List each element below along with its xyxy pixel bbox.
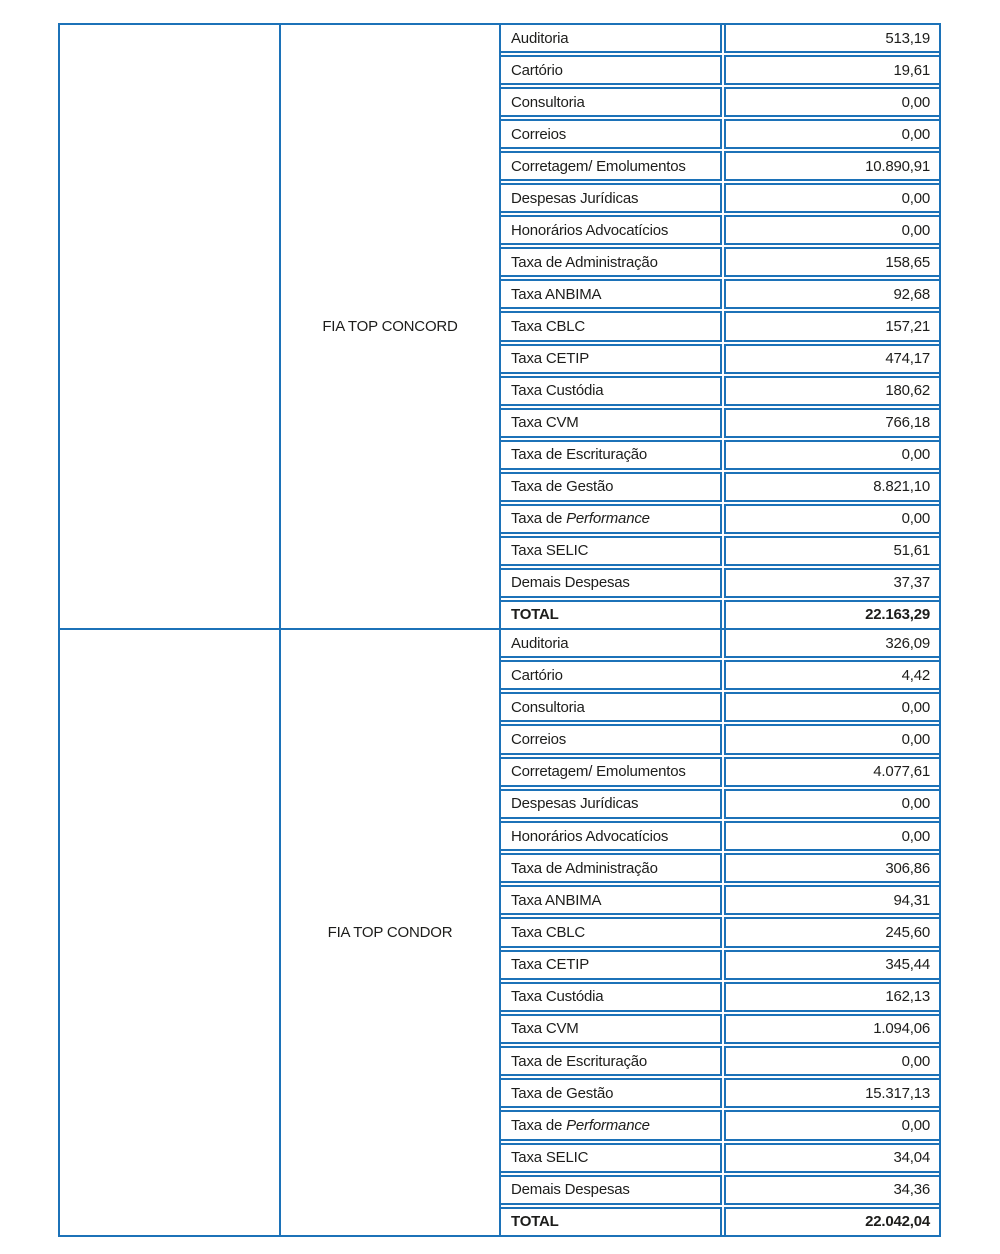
expenses-table [58,23,941,1237]
value-cell [724,504,941,534]
expense-value: 0,00 [901,1116,930,1134]
expense-value: 306,86 [885,859,930,877]
value-cell [724,344,941,374]
expense-label: Correios [511,125,567,143]
value-cell [724,151,941,181]
value-cell [724,1078,941,1108]
value-cell [724,87,941,117]
expense-label: Taxa CETIP [511,956,590,974]
expense-label: Cartório [511,61,563,79]
table-row [501,853,941,883]
table-row [501,1078,941,1108]
expense-cell [501,536,722,566]
table-row [501,660,941,690]
table-row [501,885,941,915]
expense-label: Despesas Jurídicas [511,189,639,207]
expense-value: 34,04 [893,1149,930,1167]
expense-label: Taxa CBLC [511,923,586,941]
table-row [501,55,941,85]
expense-value: 19,61 [893,61,930,79]
expense-label: Taxa de Gestão [511,478,614,496]
expense-value: 4,42 [901,666,930,684]
expense-cell [501,1110,722,1140]
expense-value: 34,36 [893,1181,930,1199]
expense-value: 0,00 [901,698,930,716]
expense-value: 0,00 [901,446,930,464]
expense-label: Taxa ANBIMA [511,891,602,909]
expense-value: 4.077,61 [873,763,930,781]
expense-cell [501,1046,722,1076]
expense-cell [501,440,722,470]
expense-value: 51,61 [893,542,930,560]
expense-label: Taxa CVM [511,1020,579,1038]
table-row [501,757,941,787]
expense-value: 326,09 [885,634,930,652]
expense-value: 0,00 [901,827,930,845]
expense-cell [501,344,722,374]
value-cell [724,440,941,470]
expense-cell [501,1014,722,1044]
expense-label: Taxa SELIC [511,1149,589,1167]
table-row [501,568,941,598]
expense-cell [501,821,722,851]
value-cell [724,568,941,598]
table-row [501,311,941,341]
expense-label: Auditoria [511,29,569,47]
value-cell [724,950,941,980]
expense-cell [501,885,722,915]
empty-cell [60,25,281,628]
table-row [501,1110,941,1140]
value-cell [724,628,941,658]
value-cell [724,853,941,883]
table-row [501,247,941,277]
expense-label: Taxa CBLC [511,317,586,335]
expense-label-italic: Performance [566,1116,650,1134]
expense-label: Consultoria [511,698,585,716]
table-row [501,376,941,406]
expense-label: Honorários Advocatícios [511,827,669,845]
value-cell [724,885,941,915]
value-cell [724,917,941,947]
table-row [501,917,941,947]
expense-cell [501,279,722,309]
value-cell [724,600,941,630]
expense-label: Taxa de Gestão [511,1084,614,1102]
expense-label: Taxa ANBIMA [511,285,602,303]
table-row [501,440,941,470]
expense-label: Taxa de Escrituração [511,446,648,464]
expense-value: 345,44 [885,956,930,974]
table-row [501,789,941,819]
expense-label: Taxa CVM [511,414,579,432]
expense-label: TOTAL [511,1213,559,1231]
expense-value: 0,00 [901,795,930,813]
expense-label: Demais Despesas [511,574,630,592]
table-row [501,472,941,502]
table-row [501,344,941,374]
value-cell [724,247,941,277]
expense-cell [501,376,722,406]
expense-label: Taxa CETIP [511,350,590,368]
expense-cell [501,1078,722,1108]
section-rows [501,23,941,630]
expense-label: Cartório [511,666,563,684]
expense-label: Taxa Custódia [511,382,604,400]
expense-cell [501,757,722,787]
expense-value: 0,00 [901,510,930,528]
expense-label: Corretagem/ Emolumentos [511,157,686,175]
expense-value: 94,31 [893,891,930,909]
expense-value: 1.094,06 [873,1020,930,1038]
value-cell [724,789,941,819]
expense-cell [501,917,722,947]
expense-label: Taxa SELIC [511,542,589,560]
expense-label: Demais Despesas [511,1181,630,1199]
expense-value: 245,60 [885,923,930,941]
table-row [501,1175,941,1205]
table-row [501,183,941,213]
fund-name: FIA TOP CONDOR [327,924,453,941]
expense-cell [501,692,722,722]
table-row [501,1046,941,1076]
expense-value: 0,00 [901,189,930,207]
empty-cell [60,630,281,1235]
value-cell [724,311,941,341]
expense-label: Consultoria [511,93,585,111]
value-cell [724,1175,941,1205]
value-cell [724,982,941,1012]
table-row [501,724,941,754]
value-cell [724,1014,941,1044]
table-row [501,408,941,438]
fund-cell [281,630,501,1235]
table-row [501,692,941,722]
value-cell [724,376,941,406]
table-row [501,600,941,630]
value-cell [724,279,941,309]
value-cell [724,660,941,690]
expense-cell [501,950,722,980]
expense-value: 162,13 [885,988,930,1006]
expense-value: 22.042,04 [865,1213,930,1231]
expense-cell [501,408,722,438]
expense-cell [501,660,722,690]
fund-name: FIA TOP CONCORD [322,318,458,335]
value-cell [724,55,941,85]
expense-value: 158,65 [885,253,930,271]
expense-cell [501,215,722,245]
value-cell [724,1207,941,1237]
expense-cell [501,1207,722,1237]
fund-section [58,23,941,630]
expense-value: 0,00 [901,221,930,239]
fund-cell [281,25,501,628]
value-cell [724,215,941,245]
expense-label: Taxa de [511,1116,567,1134]
table-row [501,628,941,658]
value-cell [724,821,941,851]
expense-label: Taxa de Administração [511,253,658,271]
expense-cell [501,789,722,819]
expense-label: Taxa de Administração [511,859,658,877]
expense-value: 10.890,91 [865,157,930,175]
expense-cell [501,87,722,117]
expense-cell [501,1175,722,1205]
table-row [501,23,941,53]
table-row [501,504,941,534]
expense-label: Despesas Jurídicas [511,795,639,813]
table-row [501,215,941,245]
value-cell [724,757,941,787]
expense-cell [501,982,722,1012]
value-cell [724,472,941,502]
expense-value: 766,18 [885,414,930,432]
value-cell [724,119,941,149]
expense-value: 8.821,10 [873,478,930,496]
table-row [501,1207,941,1237]
expense-value: 37,37 [893,574,930,592]
expense-label: Taxa Custódia [511,988,604,1006]
expense-value: 0,00 [901,93,930,111]
expense-label: Auditoria [511,634,569,652]
expense-cell [501,853,722,883]
expense-cell [501,23,722,53]
table-row [501,821,941,851]
expense-value: 15.317,13 [865,1084,930,1102]
value-cell [724,692,941,722]
value-cell [724,1110,941,1140]
expense-value: 0,00 [901,125,930,143]
expense-value: 513,19 [885,29,930,47]
table-row [501,950,941,980]
expense-cell [501,724,722,754]
table-row [501,1143,941,1173]
expense-value: 180,62 [885,382,930,400]
table-row [501,536,941,566]
expense-label-italic: Performance [566,510,650,528]
expense-label: Taxa de Escrituração [511,1052,648,1070]
value-cell [724,536,941,566]
expense-cell [501,311,722,341]
expense-value: 22.163,29 [865,606,930,624]
expense-cell [501,568,722,598]
expense-label: Taxa de [511,510,567,528]
table-row [501,1014,941,1044]
expense-value: 474,17 [885,350,930,368]
value-cell [724,408,941,438]
expense-value: 157,21 [885,317,930,335]
expense-cell [501,183,722,213]
expense-cell [501,504,722,534]
expense-value: 0,00 [901,731,930,749]
expense-cell [501,151,722,181]
expense-label: Correios [511,731,567,749]
expense-label: TOTAL [511,606,559,624]
expense-label: Corretagem/ Emolumentos [511,763,686,781]
expense-value: 0,00 [901,1052,930,1070]
expense-cell [501,600,722,630]
value-cell [724,724,941,754]
expense-value: 92,68 [893,285,930,303]
table-row [501,87,941,117]
table-row [501,982,941,1012]
fund-section [58,628,941,1237]
expense-label: Honorários Advocatícios [511,221,669,239]
value-cell [724,23,941,53]
expense-cell [501,472,722,502]
expense-cell [501,628,722,658]
table-row [501,279,941,309]
expense-cell [501,119,722,149]
expense-cell [501,1143,722,1173]
value-cell [724,1046,941,1076]
table-row [501,151,941,181]
value-cell [724,1143,941,1173]
section-rows [501,628,941,1237]
expense-cell [501,247,722,277]
expense-cell [501,55,722,85]
table-row [501,119,941,149]
value-cell [724,183,941,213]
